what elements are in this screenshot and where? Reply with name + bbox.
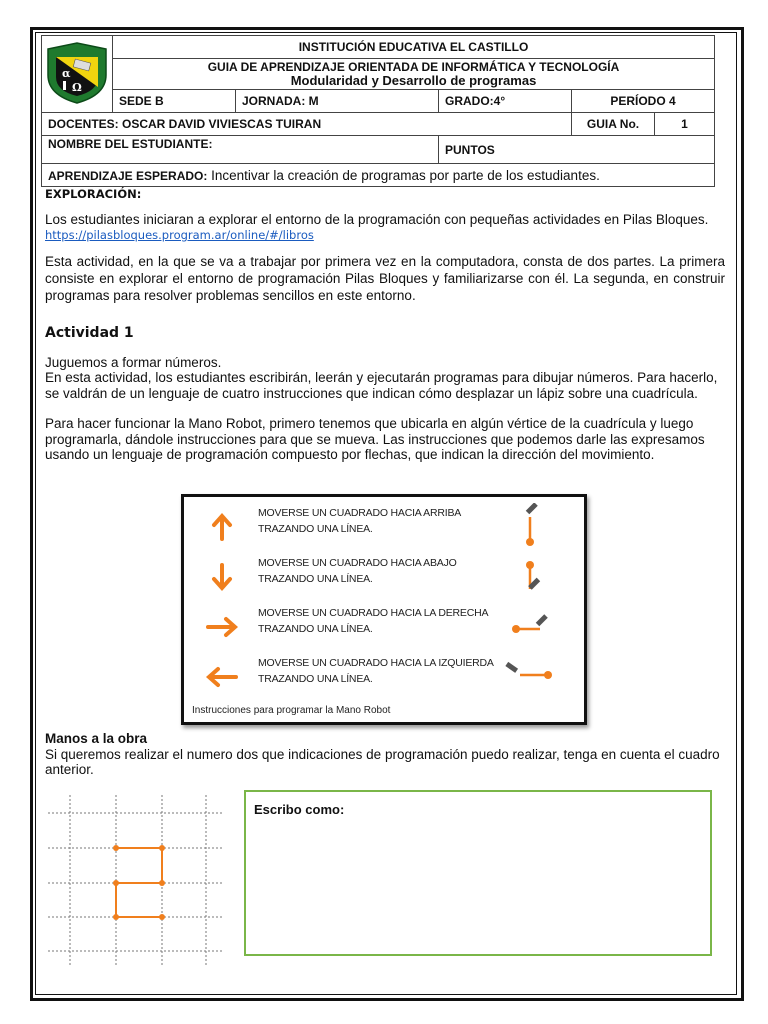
guia-label: GUIA No. xyxy=(572,113,655,135)
instruction-line-2: TRAZANDO UNA LÍNEA. xyxy=(258,523,373,535)
pencil-trace-right-icon xyxy=(504,603,564,651)
exploration-heading: EXPLORACIÓN: xyxy=(45,187,142,201)
school-logo-cell xyxy=(42,36,113,113)
arrow-left-icon xyxy=(202,657,242,697)
instructions-figure xyxy=(181,494,587,725)
exploration-paragraph-1: Los estudiantes iniciaran a explorar el entorno de la programación con pequeñas actividades en Pilas Bloques. xyxy=(45,211,709,227)
hands-on-heading: Manos a la obra xyxy=(45,731,148,746)
instruction-line-2: TRAZANDO UNA LÍNEA. xyxy=(258,673,373,685)
activity-paragraph: Para hacer funcionar la Mano Robot, primero tenemos que ubicarla en algún vértice de la cuadrícula y luego programarla, dándole instrucciones para que se mueva. Las instrucciones que podemos darle las expresamos usando un lenguaje de programación compuesto por flechas, que indican la dirección del movimiento. xyxy=(45,416,705,462)
instruction-line-1: MOVERSE UN CUADRADO HACIA ABAJO xyxy=(258,557,457,569)
guide-title-cell xyxy=(113,59,715,90)
svg-text:α: α xyxy=(62,66,71,80)
hands-on-text: Si queremos realizar el numero dos que indicaciones de programación puedo realizar, tenga en cuenta el cuadro anterior. xyxy=(45,746,720,777)
instruction-line-1: MOVERSE UN CUADRADO HACIA LA IZQUIERDA xyxy=(258,657,494,669)
sede: SEDE B xyxy=(113,90,236,113)
activity-line-1: Juguemos a formar números. xyxy=(45,354,222,370)
arrow-down-icon xyxy=(202,557,242,597)
instruction-line-1: MOVERSE UN CUADRADO HACIA LA DERECHA xyxy=(258,607,489,619)
exploration-paragraph-2: Esta actividad, en la que se va a trabajar por primera vez en la computadora, consta de dos partes. La primera consiste en explorar el entorno de programación Pilas Bloques y familiarizarse con él. La segunda, en construir programas para resolver problemas sencillos en este entorno. xyxy=(45,253,725,303)
instructions-caption: Instrucciones para programar la Mano Robot xyxy=(192,705,391,716)
instruction-row xyxy=(184,603,584,651)
jornada: JORNADA: M xyxy=(236,90,439,113)
number-two-grid-diagram xyxy=(48,795,228,970)
arrow-right-icon xyxy=(202,607,242,647)
svg-text:Ω: Ω xyxy=(72,80,82,94)
exploration-section xyxy=(45,187,725,304)
header-table xyxy=(41,35,715,187)
docentes: DOCENTES: OSCAR DAVID VIVIESCAS TUIRAN xyxy=(42,113,572,136)
school-shield-logo-icon xyxy=(44,41,110,105)
activity-line-2: En esta actividad, los estudiantes escribirán, leerán y ejecutarán programas para dibujar números. Para hacerlo, se valdrán de un lenguaje de cuatro instrucciones que indican cómo desplazar un lápiz sobre una cuadrícula. xyxy=(45,370,718,401)
arrow-up-icon xyxy=(202,507,242,547)
instruction-line-1: MOVERSE UN CUADRADO HACIA ARRIBA xyxy=(258,507,462,519)
activity-heading: Actividad 1 xyxy=(45,325,134,341)
pencil-trace-left-icon xyxy=(504,653,564,701)
expected-label: APRENDIZAJE ESPERADO: xyxy=(48,168,208,183)
instruction-row xyxy=(184,503,584,551)
instruction-line-2: TRAZANDO UNA LÍNEA. xyxy=(258,623,373,635)
guia-number: 1 xyxy=(681,117,688,131)
answer-label: Escribo como: xyxy=(254,802,345,817)
expected-text: Incentivar la creación de programas por parte de los estudiantes. xyxy=(207,167,600,183)
guide-subtitle: Modularidad y Desarrollo de programas xyxy=(290,73,537,88)
points-field[interactable]: PUNTOS xyxy=(439,136,715,164)
pencil-trace-down-icon xyxy=(504,553,564,601)
expected-learning xyxy=(42,164,715,187)
instruction-row xyxy=(184,653,584,701)
student-name-field[interactable]: NOMBRE DEL ESTUDIANTE: xyxy=(42,136,439,164)
grado: GRADO:4° xyxy=(439,90,572,113)
guide-title: GUIA DE APRENDIZAJE ORIENTADA DE INFORMÁTICA Y TECNOLOGÍA xyxy=(207,60,620,74)
hands-on-section xyxy=(45,731,725,778)
institution-name: INSTITUCIÓN EDUCATIVA EL CASTILLO xyxy=(113,36,715,59)
periodo: PERÍODO 4 xyxy=(572,90,715,113)
activity-section xyxy=(45,326,725,463)
guia-cell xyxy=(572,113,715,136)
pencil-trace-up-icon xyxy=(504,503,564,551)
instruction-row xyxy=(184,553,584,601)
pilas-bloques-link[interactable]: https://pilasbloques.program.ar/online/#/libros xyxy=(45,228,314,242)
answer-box[interactable] xyxy=(244,790,712,956)
instruction-line-2: TRAZANDO UNA LÍNEA. xyxy=(258,573,373,585)
